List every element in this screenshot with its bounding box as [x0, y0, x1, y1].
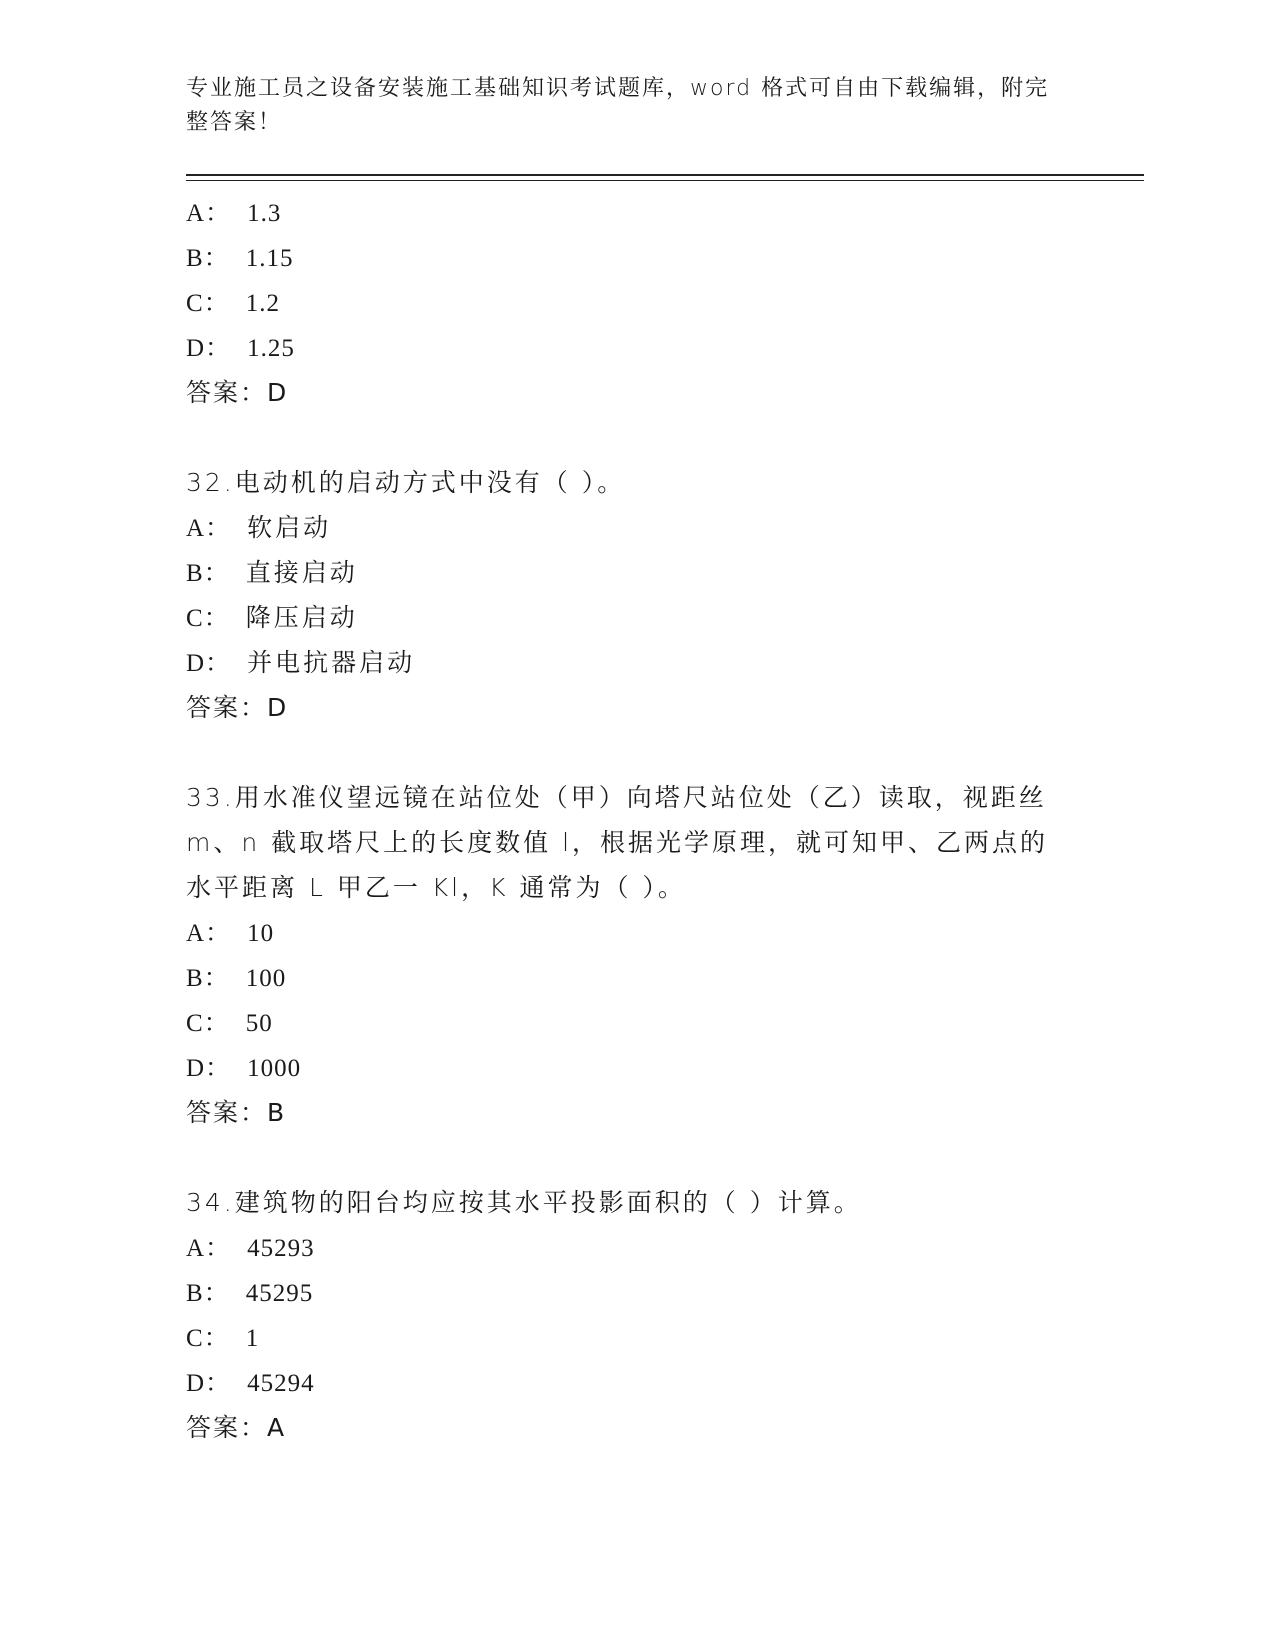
option-d: D： 1.25 [186, 335, 295, 362]
option-a: A： 45293 [186, 1235, 315, 1262]
question-stem-line-2: m、n 截取塔尺上的长度数值 l，根据光学原理，就可知甲、乙两点的 [186, 828, 1049, 857]
spacer [186, 730, 1086, 775]
answer: 答案：D [186, 693, 289, 722]
option-d: D： 1000 [186, 1055, 302, 1082]
header-line-2: 整答案！ [186, 110, 283, 135]
spacer [186, 1135, 1086, 1180]
option-c: C： 降压启动 [186, 603, 358, 632]
option-c: C： 1 [186, 1325, 260, 1352]
option-d: D： 45294 [186, 1370, 315, 1397]
question-stem: 34.建筑物的阳台均应按其水平投影面积的（ ）计算。 [186, 1188, 862, 1217]
option-a: A： 1.3 [186, 200, 282, 227]
option-c: C： 1.2 [186, 290, 280, 317]
option-d: D： 并电抗器启动 [186, 648, 416, 677]
question-stem: 32.电动机的启动方式中没有（ ）。 [186, 468, 626, 497]
option-b: B： 45295 [186, 1280, 314, 1307]
answer: 答案：D [186, 378, 289, 407]
question-34 [186, 1180, 1086, 1450]
option-b: B： 100 [186, 965, 287, 992]
question-list [186, 190, 1086, 1450]
question-33 [186, 775, 1086, 1135]
option-b: B： 直接启动 [186, 558, 358, 587]
question-stem-line-3: 水平距离 L 甲乙一 Kl，K 通常为（ ）。 [186, 873, 686, 902]
option-a: A： 软启动 [186, 513, 332, 542]
document-header [186, 72, 1066, 140]
option-b: B： 1.15 [186, 245, 294, 272]
header-line-1: 专业施工员之设备安装施工基础知识考试题库，word 格式可自由下载编辑，附完 [186, 76, 1050, 101]
answer: 答案：A [186, 1413, 287, 1442]
header-divider-thin [186, 180, 1144, 181]
answer: 答案：B [186, 1098, 287, 1127]
spacer [186, 415, 1086, 460]
question-32 [186, 460, 1086, 730]
question-31 [186, 190, 1086, 415]
option-c: C： 50 [186, 1010, 273, 1037]
header-divider-thick [186, 174, 1144, 176]
question-stem-line-1: 33.用水准仪望远镜在站位处（甲）向塔尺站位处（乙）读取，视距丝 [186, 783, 1047, 812]
option-a: A： 10 [186, 920, 275, 947]
